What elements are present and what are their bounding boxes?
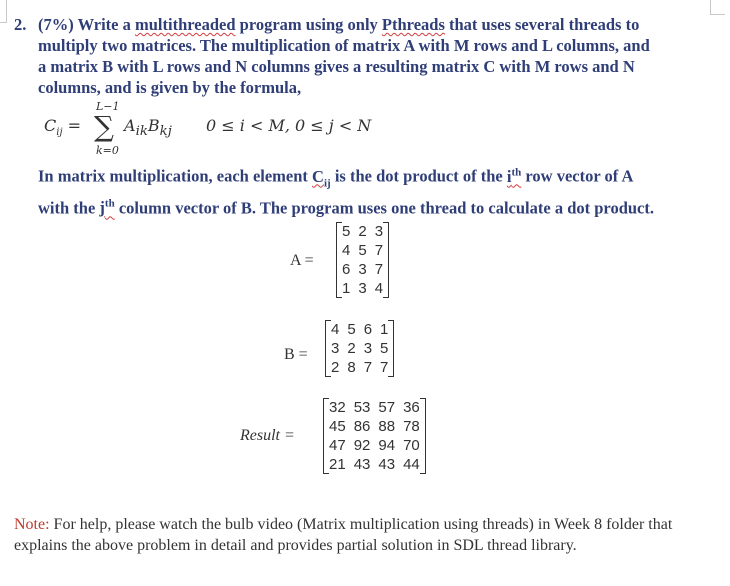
matrix-a-cell: 3 [374,223,384,240]
question-line-1-end: that uses several threads to [444,15,640,34]
matrix-a-cell: 4 [374,280,384,297]
matrix-result-cell: 94 [378,437,396,454]
matrix-result-row [325,398,424,417]
matrix-b-cell: 7 [363,359,373,376]
matrix-result-row [325,436,424,455]
question-number: 2. [14,15,27,34]
matrix-a-left-bracket [336,222,342,298]
matrix-a-cell: 5 [342,223,351,240]
para-part-5: column vector of B. The program uses one thread to calculate a dot product. [114,198,654,218]
matrix-a-cell: 4 [342,242,351,259]
matrix-a-cell: 5 [358,242,367,259]
sum-lower-limit: k=0 [96,144,119,157]
summation-formula [44,100,444,164]
result-matrix-label: Result = [240,427,295,444]
para-part-3: row vector of A [521,166,634,186]
question-line-4: columns, and is given by the formula, [38,78,302,97]
matrix-result-cell: 36 [403,399,420,416]
matrix-b-cell: 4 [331,321,340,338]
para-cij-sub: ij [323,176,331,189]
formula-b: B [147,116,160,135]
matrix-a-right-bracket [383,222,389,298]
para-ith-letter: i [506,166,512,186]
matrix-b-grid [327,320,392,377]
matrix-a-cell: 7 [374,242,384,259]
matrix-a-cell: 3 [358,280,367,297]
para-ith [507,167,521,186]
para-part-2: is the dot product of the [330,166,507,186]
matrix-result-cell: 44 [403,456,420,473]
matrix-a-row [338,279,387,298]
para-jth-sup: th [104,197,115,210]
matrix-b-row [327,339,392,358]
formula-term [124,116,172,139]
matrix-b-left-bracket [325,320,331,377]
matrix-a-cell: 7 [374,261,384,278]
matrix-result-row [325,455,424,474]
formula-a-sub: ik [135,124,148,140]
matrix-a-row [338,241,387,260]
result-matrix-grid [325,398,424,474]
result-matrix-left-bracket [323,398,329,474]
matrix-b-right-bracket [388,320,394,377]
matrix-b-row [327,358,392,377]
matrix-b-cell: 5 [347,321,356,338]
matrix-result-cell: 43 [378,456,396,473]
matrix-result-cell: 78 [403,418,420,435]
question-text [14,14,710,98]
page-corner-mark-right [710,0,725,15]
matrix-result-cell: 21 [329,456,346,473]
para-cij [312,166,331,189]
sigma-symbol: ∑ [94,110,114,143]
para-part-1: In matrix multiplication, each element [38,166,313,186]
matrix-b-cell: 7 [380,359,389,376]
matrix-a-cell: 2 [358,223,367,240]
matrix-b-cell: 8 [347,359,356,376]
para-ith-sup: th [511,166,522,178]
para-part-4: with the [38,198,100,218]
matrix-a [338,222,387,298]
matrix-b-cell: 6 [363,321,373,338]
page-corner-mark-left [0,0,7,23]
formula-c: C [44,116,57,135]
matrix-result-cell: 92 [353,437,371,454]
formula-lhs [44,116,81,138]
matrix-a-row [338,222,387,241]
formula-c-sub: ij [56,127,63,139]
matrix-b-cell: 2 [347,340,356,357]
matrix-result-cell: 45 [329,418,346,435]
matrix-b-cell: 3 [363,340,373,357]
matrix-result-cell: 70 [403,437,420,454]
matrix-result-cell: 43 [353,456,371,473]
question-line-3: a matrix B with L rows and N columns gives a resulting matrix C with M rows and N [38,57,635,76]
matrix-a-row [338,260,387,279]
formula-index-range: 0 ≤ i < M, 0 ≤ j < N [206,116,372,135]
formula-b-sub: kj [159,124,172,140]
question-line-1-middle: program using only [235,15,382,34]
question-line-1-start: (7%) Write a [38,15,135,34]
formula-a: A [124,116,136,135]
help-note [14,514,714,556]
matrix-b-cell: 1 [380,321,389,338]
matrix-result-row [325,417,424,436]
matrix-result-cell: 53 [353,399,371,416]
matrix-b-row [327,320,392,339]
note-text: For help, please watch the bulb video (Matrix multiplication using threads) in Week 8 folder that explains the above problem in detail and provides partial solution in SDL thread library. [14,516,673,554]
matrix-result-cell: 47 [329,437,346,454]
para-jth [99,198,114,217]
word-pthreads: Pthreads [381,15,445,34]
dot-product-paragraph [38,162,708,218]
result-matrix [325,398,424,474]
matrix-a-cell: 1 [342,280,351,297]
matrix-b [327,320,392,377]
matrix-a-label: A = [290,252,314,269]
question-line-1 [14,14,710,35]
result-matrix-right-bracket [420,398,426,474]
matrix-result-cell: 57 [378,399,396,416]
matrix-a-cell: 6 [342,261,351,278]
formula-equals: = [67,116,82,135]
matrix-b-cell: 3 [331,340,340,357]
matrix-b-cell: 2 [331,359,340,376]
matrix-b-label: B = [284,346,308,363]
matrix-result-cell: 88 [378,418,396,435]
matrix-a-cell: 3 [358,261,367,278]
matrix-a-grid [338,222,387,298]
sum-upper-limit: L−1 [96,100,120,113]
matrix-b-cell: 5 [380,340,389,357]
para-jth-letter: j [99,198,105,218]
word-multithreaded: multithreaded [135,15,236,34]
question-line-2: multiply two matrices. The multiplication of matrix A with M rows and L columns, and [38,36,650,55]
matrix-result-cell: 86 [353,418,371,435]
note-label: Note: [14,516,50,533]
para-cij-letter: C [312,166,324,186]
matrix-result-cell: 32 [329,399,346,416]
